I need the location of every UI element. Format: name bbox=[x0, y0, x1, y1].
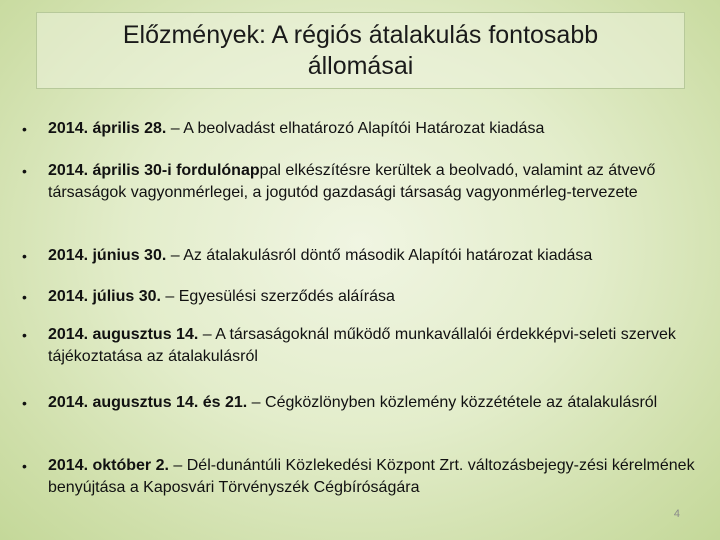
bullet-icon: • bbox=[22, 327, 27, 343]
bullet-text bbox=[48, 455, 700, 499]
list-item bbox=[20, 324, 700, 368]
list-item bbox=[20, 160, 700, 204]
bullet-description: Egyesülési szerződés aláírása bbox=[178, 288, 395, 305]
bullet-date: 2014. április 28. bbox=[48, 120, 167, 137]
list-item bbox=[20, 392, 700, 414]
list-item bbox=[20, 245, 700, 267]
bullet-separator: – bbox=[247, 394, 266, 411]
bullet-description: A beolvadást elhatározó Alapítói Határozat kiadása bbox=[183, 120, 545, 137]
bullet-text bbox=[48, 324, 700, 368]
bullet-date: 2014. április 30-i fordulónap bbox=[48, 162, 260, 179]
bullet-description: Dél-dunántúli Közlekedési Központ Zrt. változásbejegy-zési kérelmének benyújtása a Kaposvári Törvényszék Cégbíróságára bbox=[48, 457, 695, 496]
bullet-date: 2014. július 30. bbox=[48, 288, 161, 305]
bullet-text bbox=[48, 245, 700, 267]
list-item bbox=[20, 118, 700, 140]
bullet-icon: • bbox=[22, 395, 27, 411]
slide-title: Előzmények: A régiós átalakulás fontosabb állomásai bbox=[122, 20, 599, 80]
bullet-icon: • bbox=[22, 289, 27, 305]
list-item bbox=[20, 455, 700, 499]
bullet-description: A társaságoknál működő munkavállalói érdekképvi-seleti szervek tájékoztatása az átalakulásról bbox=[48, 326, 676, 365]
bullet-text bbox=[48, 160, 700, 204]
bullet-date: 2014. augusztus 14. és 21. bbox=[48, 394, 248, 411]
bullet-description: pal elkészítésre kerültek a beolvadó, valamint az átvevő társaságok vagyonmérlegei, a jogutód gazdasági társaság vagyonmérleg-tervezete bbox=[48, 162, 656, 201]
bullet-text bbox=[48, 392, 700, 414]
bullet-separator: – bbox=[166, 120, 184, 137]
bullet-date: 2014. augusztus 14. bbox=[48, 326, 199, 343]
bullet-separator: – bbox=[160, 288, 179, 305]
bullet-date: 2014. október 2. bbox=[48, 457, 169, 474]
bullet-icon: • bbox=[22, 163, 27, 179]
page-number: 4 bbox=[673, 508, 680, 520]
list-item bbox=[20, 286, 700, 308]
bullet-icon: • bbox=[22, 121, 27, 137]
bullet-separator: – bbox=[198, 326, 216, 343]
bullet-separator: – bbox=[168, 457, 187, 474]
bullet-description: Cégközlönyben közlemény közzététele az átalakulásról bbox=[265, 394, 658, 411]
bullet-separator: – bbox=[166, 247, 184, 264]
bullet-date: 2014. június 30. bbox=[48, 247, 167, 264]
bullet-icon: • bbox=[22, 248, 27, 264]
bullet-description: Az átalakulásról döntő második Alapítói határozat kiadása bbox=[183, 247, 593, 264]
bullet-text bbox=[48, 286, 700, 308]
bullet-text bbox=[48, 118, 700, 140]
bullet-icon: • bbox=[22, 458, 27, 474]
